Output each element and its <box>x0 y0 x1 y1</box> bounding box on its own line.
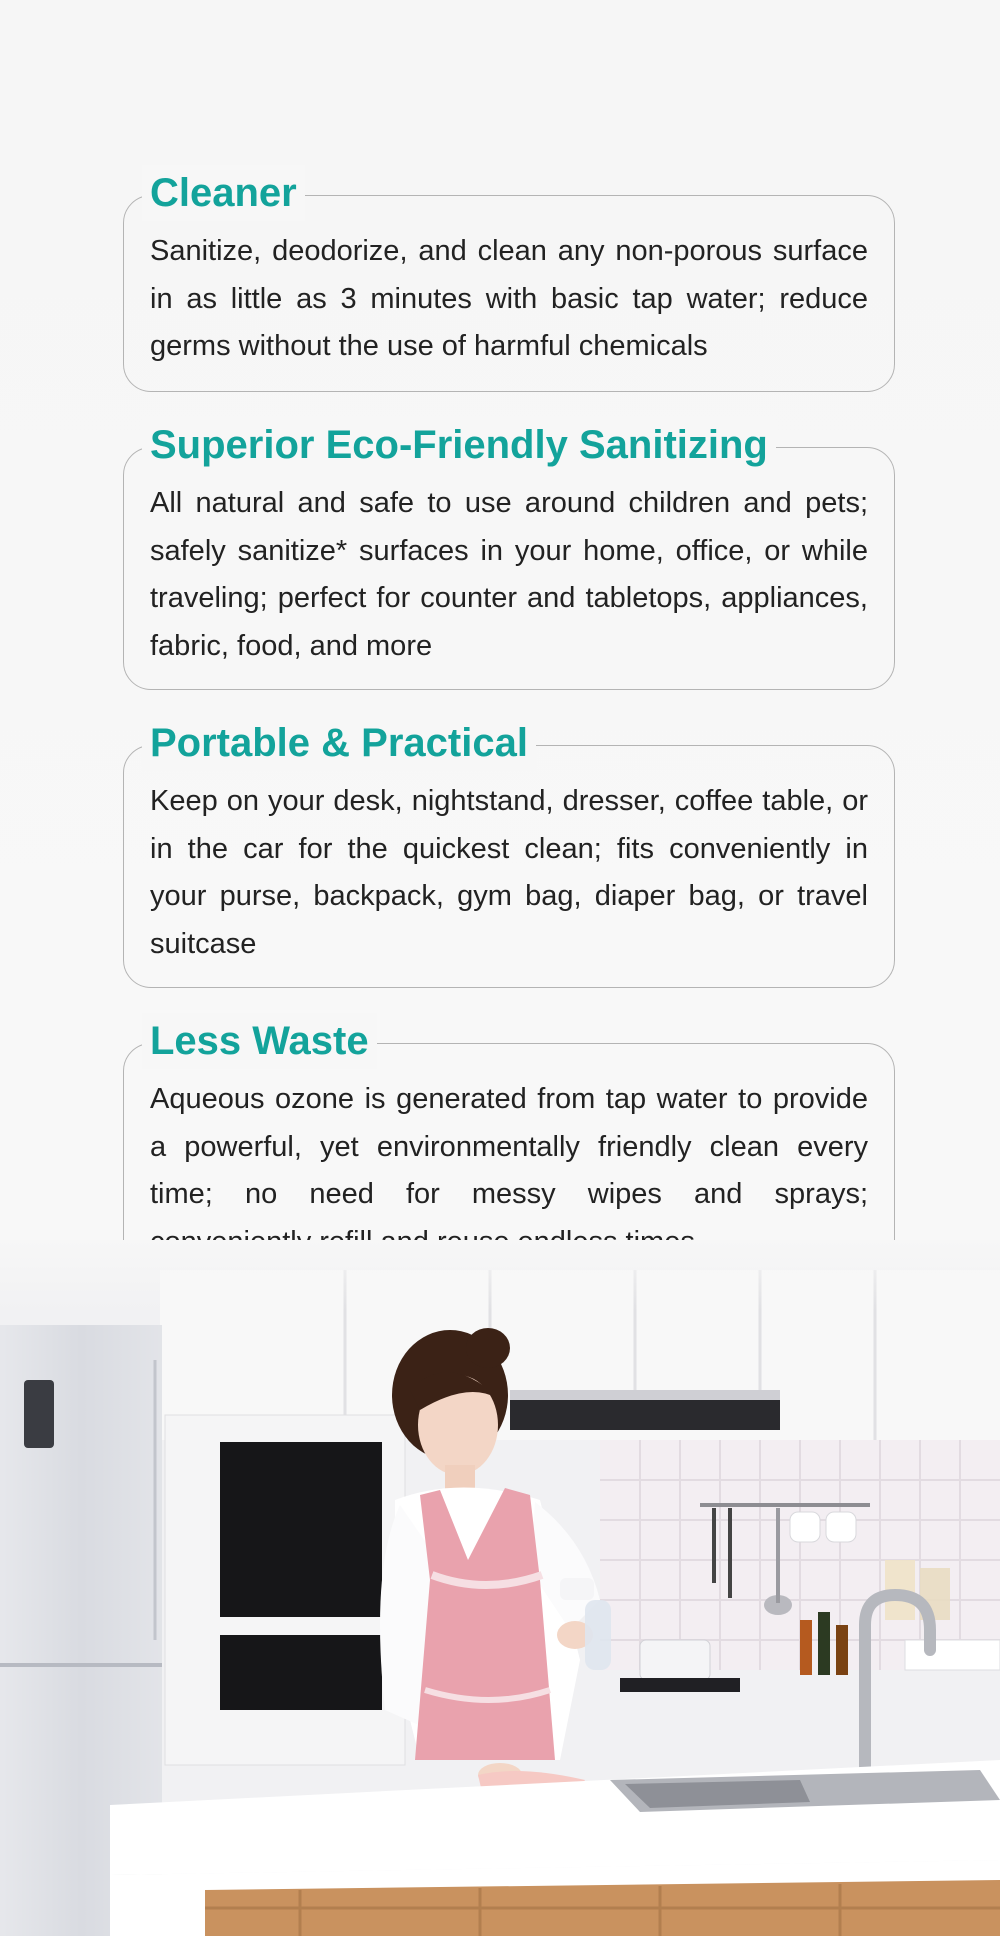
oven-tower <box>165 1415 405 1765</box>
feature-description: Aqueous ozone is generated from tap water to provide a powerful, yet environmentally friendly clean every time; no need for messy wipes and sprays; <box>150 1083 868 1210</box>
image-fade <box>0 1240 1000 1310</box>
feature-description: All natural and safe to use around children and pets; safely sanitize* surfaces in your home, office, or while traveling; perfect for counter and tabletops, appliances, fabric, food, and more <box>150 487 868 662</box>
feature-card-cleaner <box>123 171 895 392</box>
feature-description: Sanitize, deodorize, and clean any non-porous surface in as little as 3 minutes with basic tap water; reduce germs without the use of harmful chemicals <box>150 235 868 362</box>
feature-card-eco-friendly <box>123 423 895 690</box>
feature-title: Superior Eco-Friendly Sanitizing <box>142 417 776 473</box>
feature-title: Less Waste <box>142 1013 377 1069</box>
kitchen-photo <box>0 1240 1000 1936</box>
feature-description: Keep on your desk, nightstand, dresser, coffee table, or in the car for the quickest clean; fits conveniently in your purse, backpack, gym bag, diaper bag, or travel suitcase <box>150 785 868 960</box>
feature-title: Portable & Practical <box>142 715 536 771</box>
feature-card-portable <box>123 721 895 988</box>
feature-title: Cleaner <box>142 165 305 221</box>
